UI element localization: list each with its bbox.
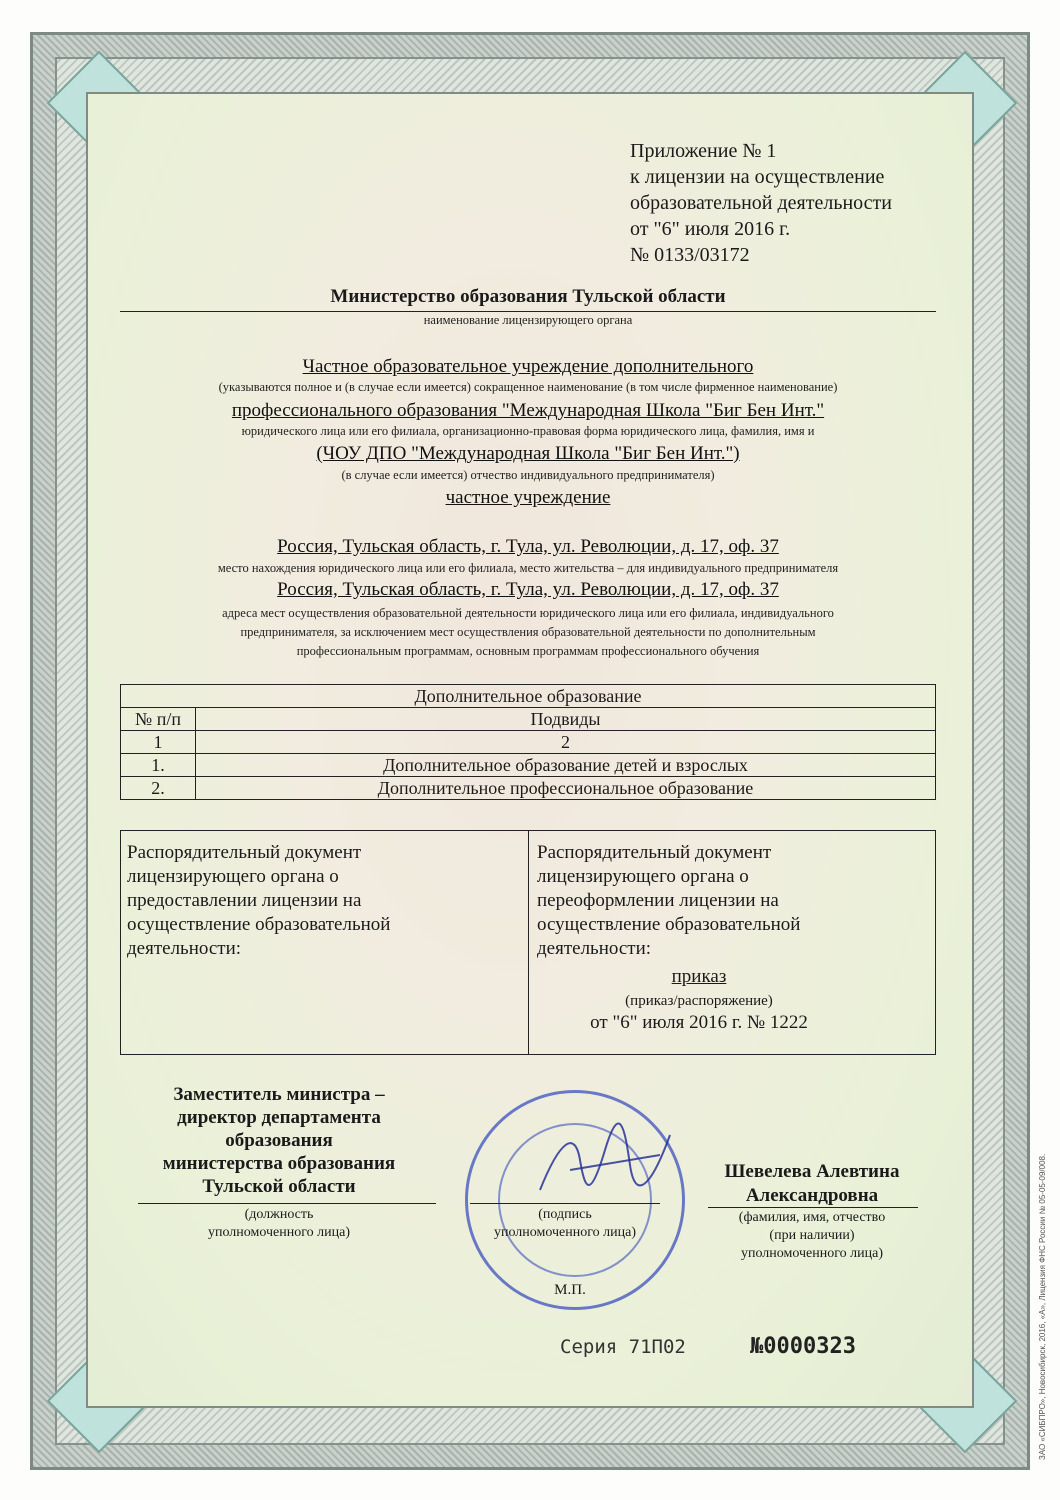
col-subtype-header: Подвиды bbox=[196, 708, 936, 731]
col-num-index: 1 bbox=[121, 731, 196, 754]
org-legal-form: частное учреждение bbox=[445, 487, 611, 508]
caption-line: (подпись bbox=[538, 1207, 592, 1222]
signature bbox=[530, 1120, 680, 1210]
row-num: 2. bbox=[121, 777, 196, 800]
doc-left-line: Распорядительный документ bbox=[127, 842, 362, 863]
decision-documents-box bbox=[120, 830, 936, 1055]
doc-date-number: от "6" июля 2016 г. № 1222 bbox=[590, 1012, 808, 1033]
name-line: Шевелева Алевтина bbox=[724, 1161, 900, 1182]
activity-caption-1: адреса мест осуществления образовательной деятельности юридического лица или его филиала, индивидуального bbox=[222, 606, 834, 620]
name-caption bbox=[702, 1209, 922, 1263]
row-subtype: Дополнительное образование детей и взрослых bbox=[196, 754, 936, 777]
position-line: Тульской области bbox=[202, 1176, 356, 1197]
row-subtype: Дополнительное профессиональное образование bbox=[196, 777, 936, 800]
rule bbox=[138, 1203, 436, 1204]
col-subtype-index: 2 bbox=[196, 731, 936, 754]
doc-left-line: осуществление образовательной bbox=[127, 914, 391, 935]
doc-left-line: предоставлении лицензии на bbox=[127, 890, 362, 911]
education-subtypes-table bbox=[120, 684, 936, 800]
org-name-line1: Частное образовательное учреждение дополнительного bbox=[302, 356, 754, 377]
caption-line: (при наличии) bbox=[769, 1228, 855, 1243]
caption-line: (фамилия, имя, отчество bbox=[738, 1210, 886, 1225]
appendix-line3: образовательной деятельности bbox=[630, 192, 892, 214]
activity-caption-3: профессиональным программам, основным программам профессионального обучения bbox=[296, 644, 760, 658]
name-line: Александровна bbox=[745, 1185, 879, 1206]
caption-line: уполномоченного лица) bbox=[494, 1225, 636, 1240]
form-number: №0000323 bbox=[750, 1334, 856, 1359]
authority-name: Министерство образования Тульской области bbox=[330, 286, 726, 307]
org-caption1: (указываются полное и (в случае если имеется) сокращенное наименование (в том числе фирменное наименование) bbox=[218, 380, 838, 394]
activity-address: Россия, Тульская область, г. Тула, ул. Революции, д. 17, оф. 37 bbox=[277, 579, 779, 600]
appendix-line2: к лицензии на осуществление bbox=[630, 166, 885, 188]
doc-issue-column bbox=[121, 831, 529, 1054]
doc-right-line: Распорядительный документ bbox=[537, 842, 772, 863]
col-num-header: № п/п bbox=[121, 708, 196, 731]
rule bbox=[470, 1203, 660, 1204]
signature-caption bbox=[465, 1206, 665, 1242]
printer-imprint: ЗАО «СИБПРО», Новосибирск, 2016, «А», Лицензия ФНС России № 05-05-09/008. bbox=[1038, 1153, 1047, 1460]
activity-caption-2: предпринимателя, за исключением мест осуществления образовательной деятельности по дополнительным bbox=[240, 625, 816, 639]
position-caption bbox=[120, 1206, 438, 1242]
table-row bbox=[121, 777, 936, 800]
doc-right-line: осуществление образовательной bbox=[537, 914, 801, 935]
authority-caption: наименование лицензирующего органа bbox=[423, 313, 633, 327]
position-line: министерства образования bbox=[162, 1153, 396, 1174]
signatory-position bbox=[120, 1083, 438, 1198]
doc-right-line: переоформлении лицензии на bbox=[537, 890, 779, 911]
org-caption3: (в случае если имеется) отчество индивидуального предпринимателя) bbox=[341, 468, 715, 482]
table-row bbox=[121, 754, 936, 777]
doc-left-line: деятельности: bbox=[127, 938, 242, 959]
doc-right-line: деятельности: bbox=[537, 938, 652, 959]
appendix-date: от "6" июля 2016 г. bbox=[630, 218, 791, 240]
org-name-line2: профессионального образования "Международная Школа "Биг Бен Инт." bbox=[231, 400, 825, 421]
appendix-number: № 0133/03172 bbox=[630, 244, 750, 266]
location-caption: место нахождения юридического лица или его филиала, место жительства – для индивидуального предпринимателя bbox=[217, 561, 839, 575]
caption-line: уполномоченного лица) bbox=[208, 1225, 350, 1240]
appendix-title: Приложение № 1 bbox=[630, 140, 777, 162]
org-short-name: (ЧОУ ДПО "Международная Школа "Биг Бен Инт.") bbox=[316, 443, 740, 464]
org-caption2: юридического лица или его филиала, организационно-правовая форма юридического лица, фамилия, имя и bbox=[241, 424, 815, 438]
table-heading: Дополнительное образование bbox=[121, 685, 936, 708]
seal-place-label: М.П. bbox=[554, 1282, 586, 1298]
doc-left-line: лицензирующего органа о bbox=[127, 866, 339, 887]
doc-right-line: лицензирующего органа о bbox=[537, 866, 749, 887]
row-num: 1. bbox=[121, 754, 196, 777]
rule bbox=[708, 1207, 918, 1208]
location-address: Россия, Тульская область, г. Тула, ул. Революции, д. 17, оф. 37 bbox=[277, 536, 779, 557]
activity-caption bbox=[120, 604, 936, 661]
doc-type-caption: (приказ/распоряжение) bbox=[625, 993, 773, 1009]
rule bbox=[120, 311, 936, 312]
form-series: Серия 71П02 bbox=[560, 1336, 686, 1358]
caption-line: уполномоченного лица) bbox=[741, 1246, 883, 1261]
doc-reissue-column bbox=[529, 831, 935, 1054]
position-line: образования bbox=[225, 1130, 333, 1151]
position-line: Заместитель министра – bbox=[173, 1084, 385, 1105]
doc-type: приказ bbox=[671, 966, 727, 987]
caption-line: (должность bbox=[244, 1207, 314, 1222]
position-line: директор департамента bbox=[177, 1107, 381, 1128]
appendix-block bbox=[630, 138, 892, 268]
signatory-name bbox=[702, 1160, 922, 1208]
